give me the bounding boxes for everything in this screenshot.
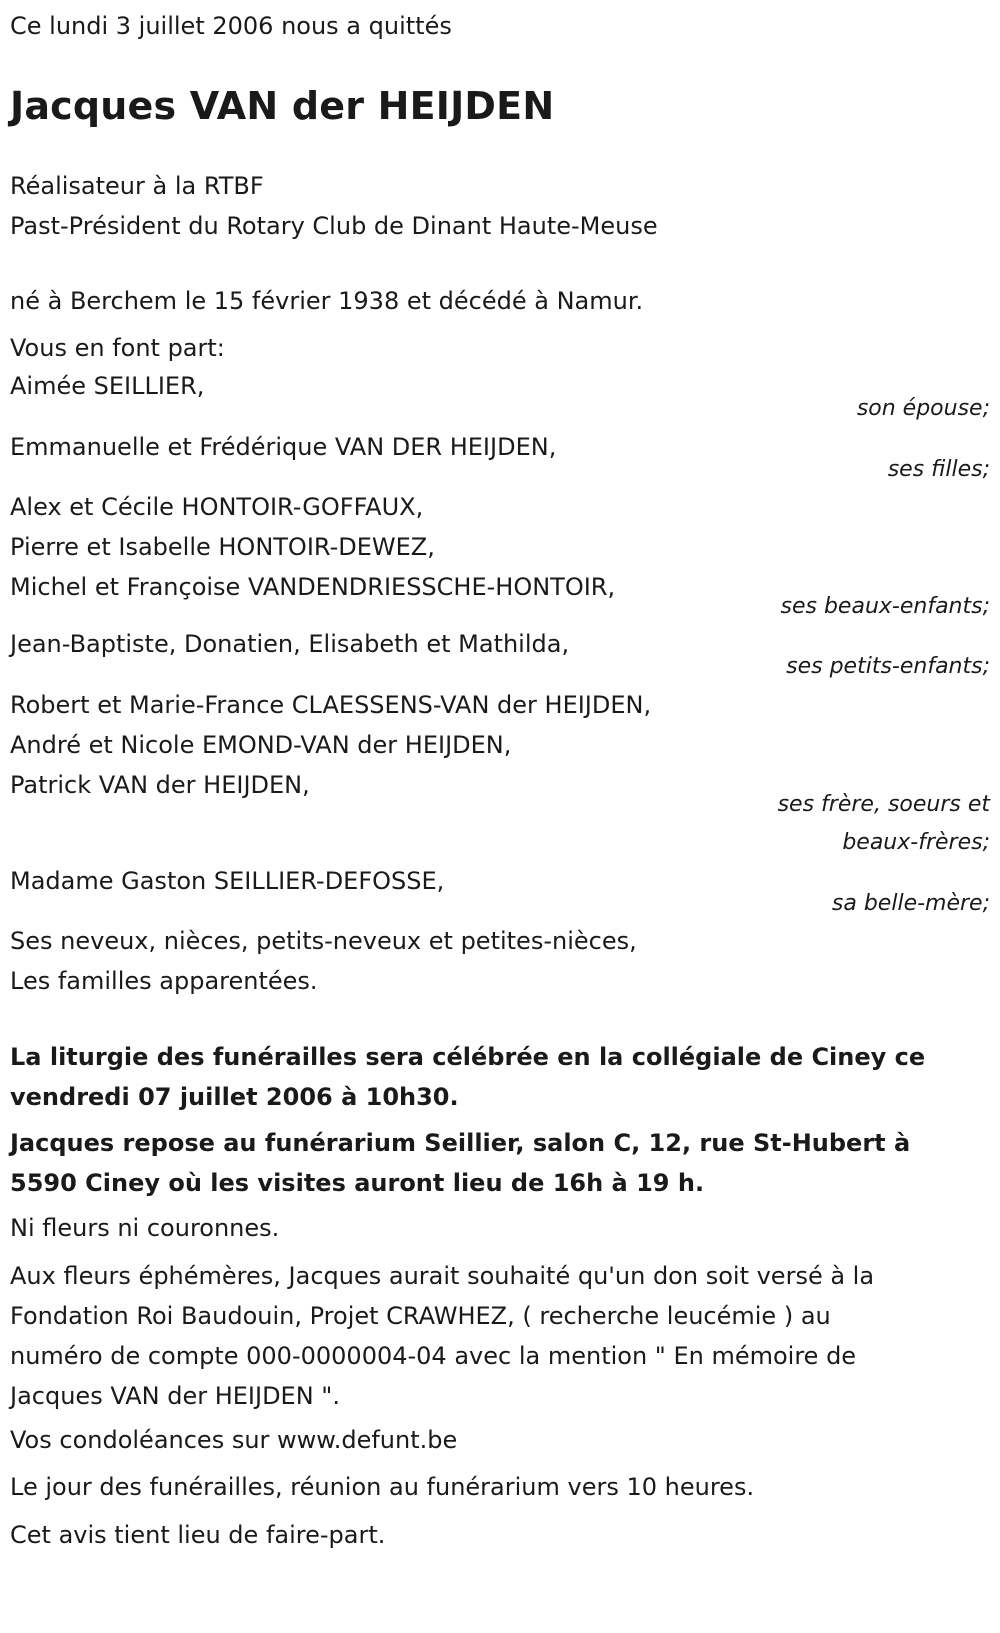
family-name-line: Robert et Marie-France CLAESSENS-VAN der HEIJDEN,: [10, 691, 652, 719]
birth-line: né à Berchem le 15 février 1938 et décédé à Namur.: [10, 287, 644, 315]
spouse-role: son épouse;: [856, 396, 990, 421]
intro-line: Ce lundi 3 juillet 2006 nous a quittés: [10, 12, 452, 40]
family-name-line: Madame Gaston SEILLIER-DEFOSSE,: [10, 867, 445, 895]
mother-in-law-names: [10, 861, 444, 901]
rest-info: [10, 1123, 980, 1203]
daughters-names: [10, 427, 556, 467]
siblings-names: [10, 685, 651, 805]
rest-line: Jacques repose au funérarium Seillier, salon C, 12, rue St-Hubert à: [10, 1129, 911, 1157]
liturgy-line: La liturgie des funérailles sera célébrée en la collégiale de Ciney ce: [10, 1043, 926, 1071]
grandchildren-names: [10, 624, 569, 664]
siblings-role-line1: ses frère, soeurs et: [777, 792, 990, 817]
daughters-role: ses filles;: [887, 457, 990, 482]
title-line: Réalisateur à la RTBF: [10, 172, 264, 200]
other-family: [10, 921, 637, 1001]
family-name-line: Jean-Baptiste, Donatien, Elisabeth et Mathilda,: [10, 630, 570, 658]
spouse-names: [10, 366, 204, 406]
closing-note: Cet avis tient lieu de faire-part.: [10, 1521, 386, 1549]
announcers-intro: Vous en font part:: [10, 334, 225, 362]
donation-line: Aux fleurs éphémères, Jacques aurait souhaité qu'un don soit versé à la: [10, 1262, 875, 1290]
family-name-line: Ses neveux, nièces, petits-neveux et petites-nièces,: [10, 927, 637, 955]
deceased-name: Jacques VAN der HEIJDEN: [10, 84, 555, 128]
family-name-line: Michel et Françoise VANDENDRIESSCHE-HONTOIR,: [10, 573, 616, 601]
grandchildren-role: ses petits-enfants;: [786, 654, 990, 679]
in-laws-names: [10, 487, 615, 607]
mother-in-law-role: sa belle-mère;: [831, 891, 990, 916]
liturgy-info: [10, 1037, 980, 1117]
siblings-role-line2: beaux-frères;: [842, 830, 990, 855]
titles-block: [10, 166, 658, 246]
donation-line: numéro de compte 000-0000004-04 avec la mention " En mémoire de: [10, 1342, 857, 1370]
family-name-line: Patrick VAN der HEIJDEN,: [10, 771, 310, 799]
family-name-line: Alex et Cécile HONTOIR-GOFFAUX,: [10, 493, 424, 521]
no-flowers-note: Ni fleurs ni couronnes.: [10, 1214, 280, 1242]
donation-note: [10, 1256, 980, 1416]
family-name-line: Les familles apparentées.: [10, 967, 318, 995]
title-line: Past-Président du Rotary Club de Dinant Haute-Meuse: [10, 212, 658, 240]
liturgy-line: vendredi 07 juillet 2006 à 10h30.: [10, 1083, 459, 1111]
condolences-note: Vos condoléances sur www.defunt.be: [10, 1426, 458, 1454]
family-name-line: Aimée SEILLIER,: [10, 372, 205, 400]
rest-line: 5590 Ciney où les visites auront lieu de 16h à 19 h.: [10, 1169, 705, 1197]
meeting-note: Le jour des funérailles, réunion au funérarium vers 10 heures.: [10, 1473, 755, 1501]
family-name-line: André et Nicole EMOND-VAN der HEIJDEN,: [10, 731, 512, 759]
donation-line: Jacques VAN der HEIJDEN ".: [10, 1382, 340, 1410]
donation-line: Fondation Roi Baudouin, Projet CRAWHEZ, ( recherche leucémie ) au: [10, 1302, 831, 1330]
in-laws-role: ses beaux-enfants;: [780, 594, 990, 619]
family-name-line: Pierre et Isabelle HONTOIR-DEWEZ,: [10, 533, 435, 561]
family-name-line: Emmanuelle et Frédérique VAN DER HEIJDEN,: [10, 433, 557, 461]
